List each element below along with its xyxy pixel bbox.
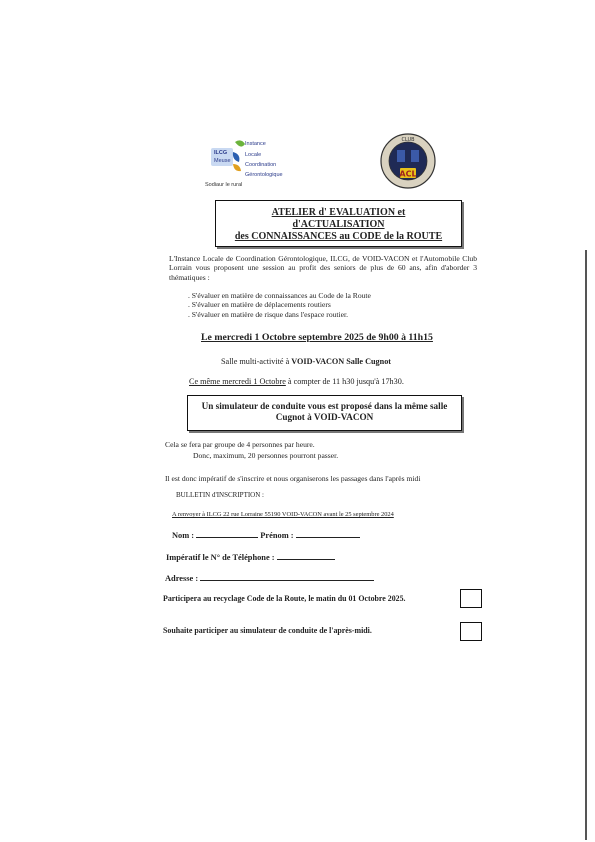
ilcg-badge-line2: Meuse <box>214 158 231 164</box>
ilcg-line-2: Locale <box>245 152 262 158</box>
bulletin-label: BULLETIN d'INSCRIPTION : <box>176 491 264 499</box>
bullet-item: . S'évaluer en matière de déplacements routiers <box>188 300 331 309</box>
session-date: Le mercredi 1 Octobre septembre 2025 de 9h00 à 11h15 <box>201 332 433 343</box>
phone-field-row <box>166 550 335 562</box>
ilcg-badge-line1: ILCG <box>214 150 228 156</box>
option-simulator-text: Souhaite participer au simulateur de conduite de l'après-midi. <box>163 626 372 635</box>
acl-monogram: ACL <box>399 169 417 179</box>
simulator-line-1: Un simulateur de conduite vous est proposé dans la même salle <box>201 401 448 411</box>
acl-logo <box>378 132 438 190</box>
address-field-row <box>165 571 374 583</box>
prenom-input-line[interactable] <box>296 528 360 538</box>
afternoon-time: à compter de 11 h30 jusqu'à 17h30. <box>285 377 404 386</box>
nom-label: Nom : <box>172 531 195 540</box>
simulator-box <box>187 395 462 431</box>
scan-edge-line <box>585 250 587 840</box>
bullet-item: . S'évaluer en matière de connaissances au Code de la Route <box>188 291 371 300</box>
ilcg-line-3: Coordination <box>245 162 277 168</box>
intro-paragraph: L'Instance Locale de Coordination Gérontologique, ILCG, de VOID-VACON et l'Automobile Club Lorrain vous proposent une session au profit des seniors de plus de 60 ans, afin d'aborder 3 thématiques : <box>169 254 477 282</box>
return-address-line: A renvoyer à ILCG 22 rue Lorraine 55190 VOID-VACON avant le 25 septembre 2024 <box>172 511 394 518</box>
afternoon-date: Ce même mercredi 1 Octobre <box>189 377 286 386</box>
nom-input-line[interactable] <box>196 528 258 538</box>
venue-name: VOID-VACON Salle Cugnot <box>291 357 392 366</box>
simulator-line-2: Cugnot à VOID-VACON <box>275 412 374 422</box>
name-field-row <box>172 528 360 540</box>
ilcg-line-4: Gérontologique <box>245 172 283 178</box>
option-recycling-text: Participera au recyclage Code de la Route, le matin du 01 Octobre 2025. <box>163 594 406 603</box>
bullet-item: . S'évaluer en matière de risque dans l'espace routier. <box>188 310 349 319</box>
ilcg-logo <box>205 128 295 190</box>
acl-emblem <box>378 132 438 190</box>
afternoon-line <box>189 377 404 386</box>
groups-line-2: Donc, maximum, 20 personnes pourront passer. <box>193 451 339 460</box>
title-line-1: ATELIER d' EVALUATION et <box>271 207 406 218</box>
phone-input-line[interactable] <box>277 550 335 560</box>
address-input-line[interactable] <box>200 571 374 581</box>
ilcg-footer: Sodiaur le rural <box>205 182 243 188</box>
imperative-text: Il est donc impératif de s'inscrire et nous organiserons les passages dans l'après midi <box>165 474 421 483</box>
title-line-3: des CONNAISSANCES au CODE de la ROUTE <box>234 231 443 242</box>
ilcg-line-1: Instance <box>245 141 266 147</box>
venue-line <box>221 357 391 366</box>
option-recycling-checkbox[interactable] <box>460 589 482 608</box>
title-box <box>215 200 462 247</box>
address-label: Adresse : <box>165 574 199 583</box>
title-line-2: d'ACTUALISATION <box>292 219 385 230</box>
groups-line-1: Cela se fera par groupe de 4 personnes par heure. <box>165 440 315 449</box>
venue-prefix: Salle multi-activité à <box>221 357 292 366</box>
prenom-label: Prénom : <box>260 531 294 540</box>
phone-label: Impératif le N° de Téléphone : <box>166 553 275 562</box>
acl-arc-text: CLUB <box>401 137 415 143</box>
option-simulator-checkbox[interactable] <box>460 622 482 641</box>
